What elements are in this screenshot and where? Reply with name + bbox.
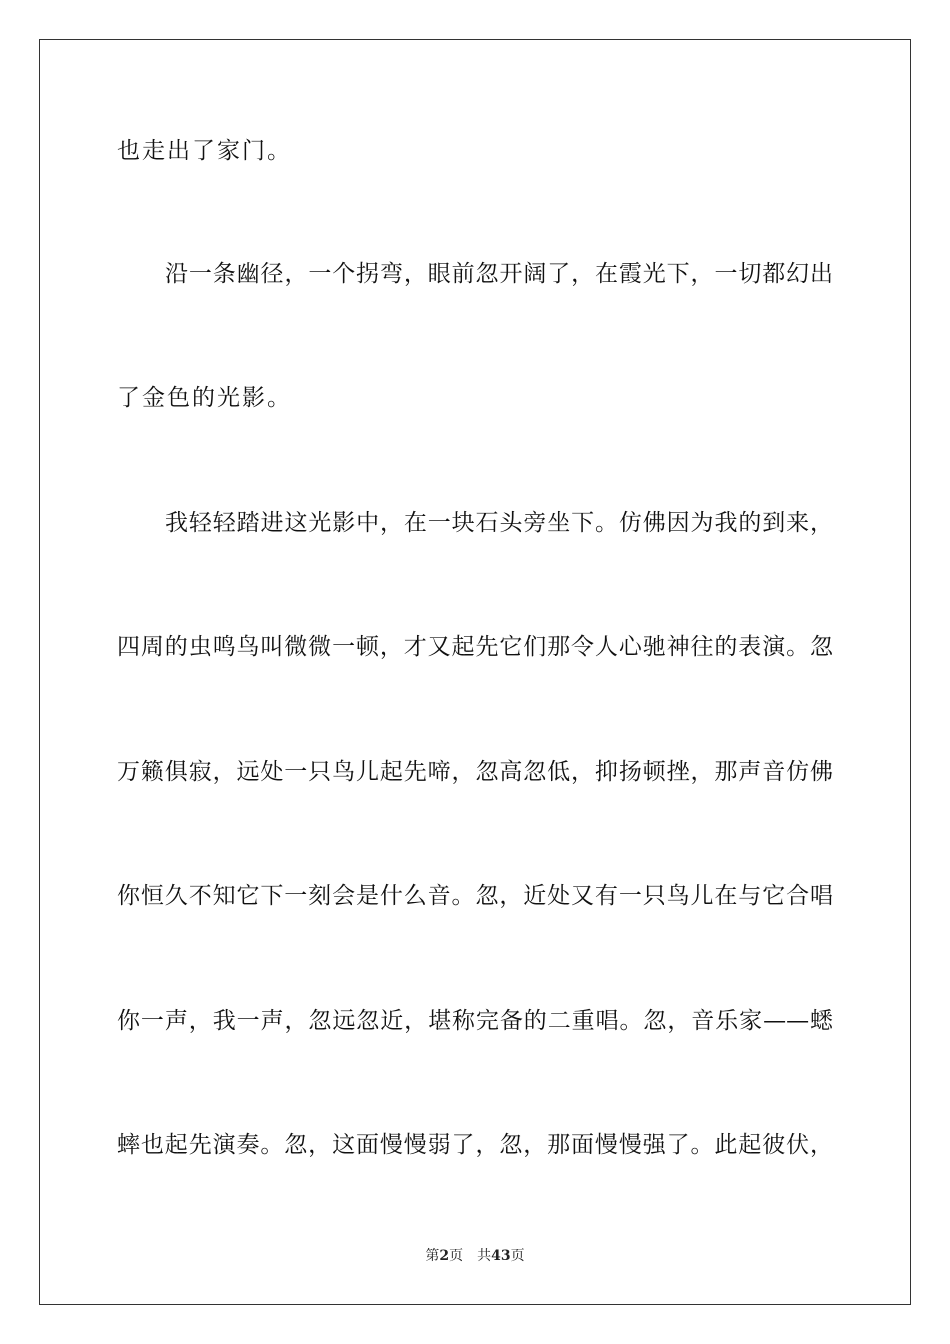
text-line-5: 四周的虫鸣鸟叫微微一顿，才又起先它们那令人心驰神往的表演。忽 (117, 634, 833, 660)
text-line-9: 蟀也起先演奏。忽，这面慢慢弱了，忽，那面慢慢强了。此起彼伏， (117, 1132, 833, 1158)
text-line-2: 沿一条幽径，一个拐弯，眼前忽开阔了，在霞光下，一切都幻出 (165, 261, 833, 287)
page-border (39, 39, 911, 1305)
total-suffix: 页 (510, 1248, 525, 1264)
text-line-3: 了金色的光影。 (117, 385, 292, 411)
total-prefix: 共 (477, 1248, 492, 1264)
page-footer (0, 1247, 950, 1265)
page-suffix: 页 (449, 1248, 464, 1264)
text-line-1: 也走出了家门。 (117, 138, 292, 164)
text-line-6: 万籁俱寂，远处一只鸟儿起先啼，忽高忽低，抑扬顿挫，那声音仿佛 (117, 759, 833, 785)
page-prefix: 第 (425, 1248, 440, 1264)
text-line-8: 你一声，我一声，忽远忽近，堪称完备的二重唱。忽，音乐家——蟋 (117, 1008, 833, 1034)
page-number: 2 (439, 1248, 450, 1264)
text-line-4: 我轻轻踏进这光影中，在一块石头旁坐下。仿佛因为我的到来， (165, 510, 833, 536)
text-line-7: 你恒久不知它下一刻会是什么音。忽，近处又有一只鸟儿在与它合唱 (117, 883, 833, 909)
total-pages: 43 (491, 1248, 511, 1264)
